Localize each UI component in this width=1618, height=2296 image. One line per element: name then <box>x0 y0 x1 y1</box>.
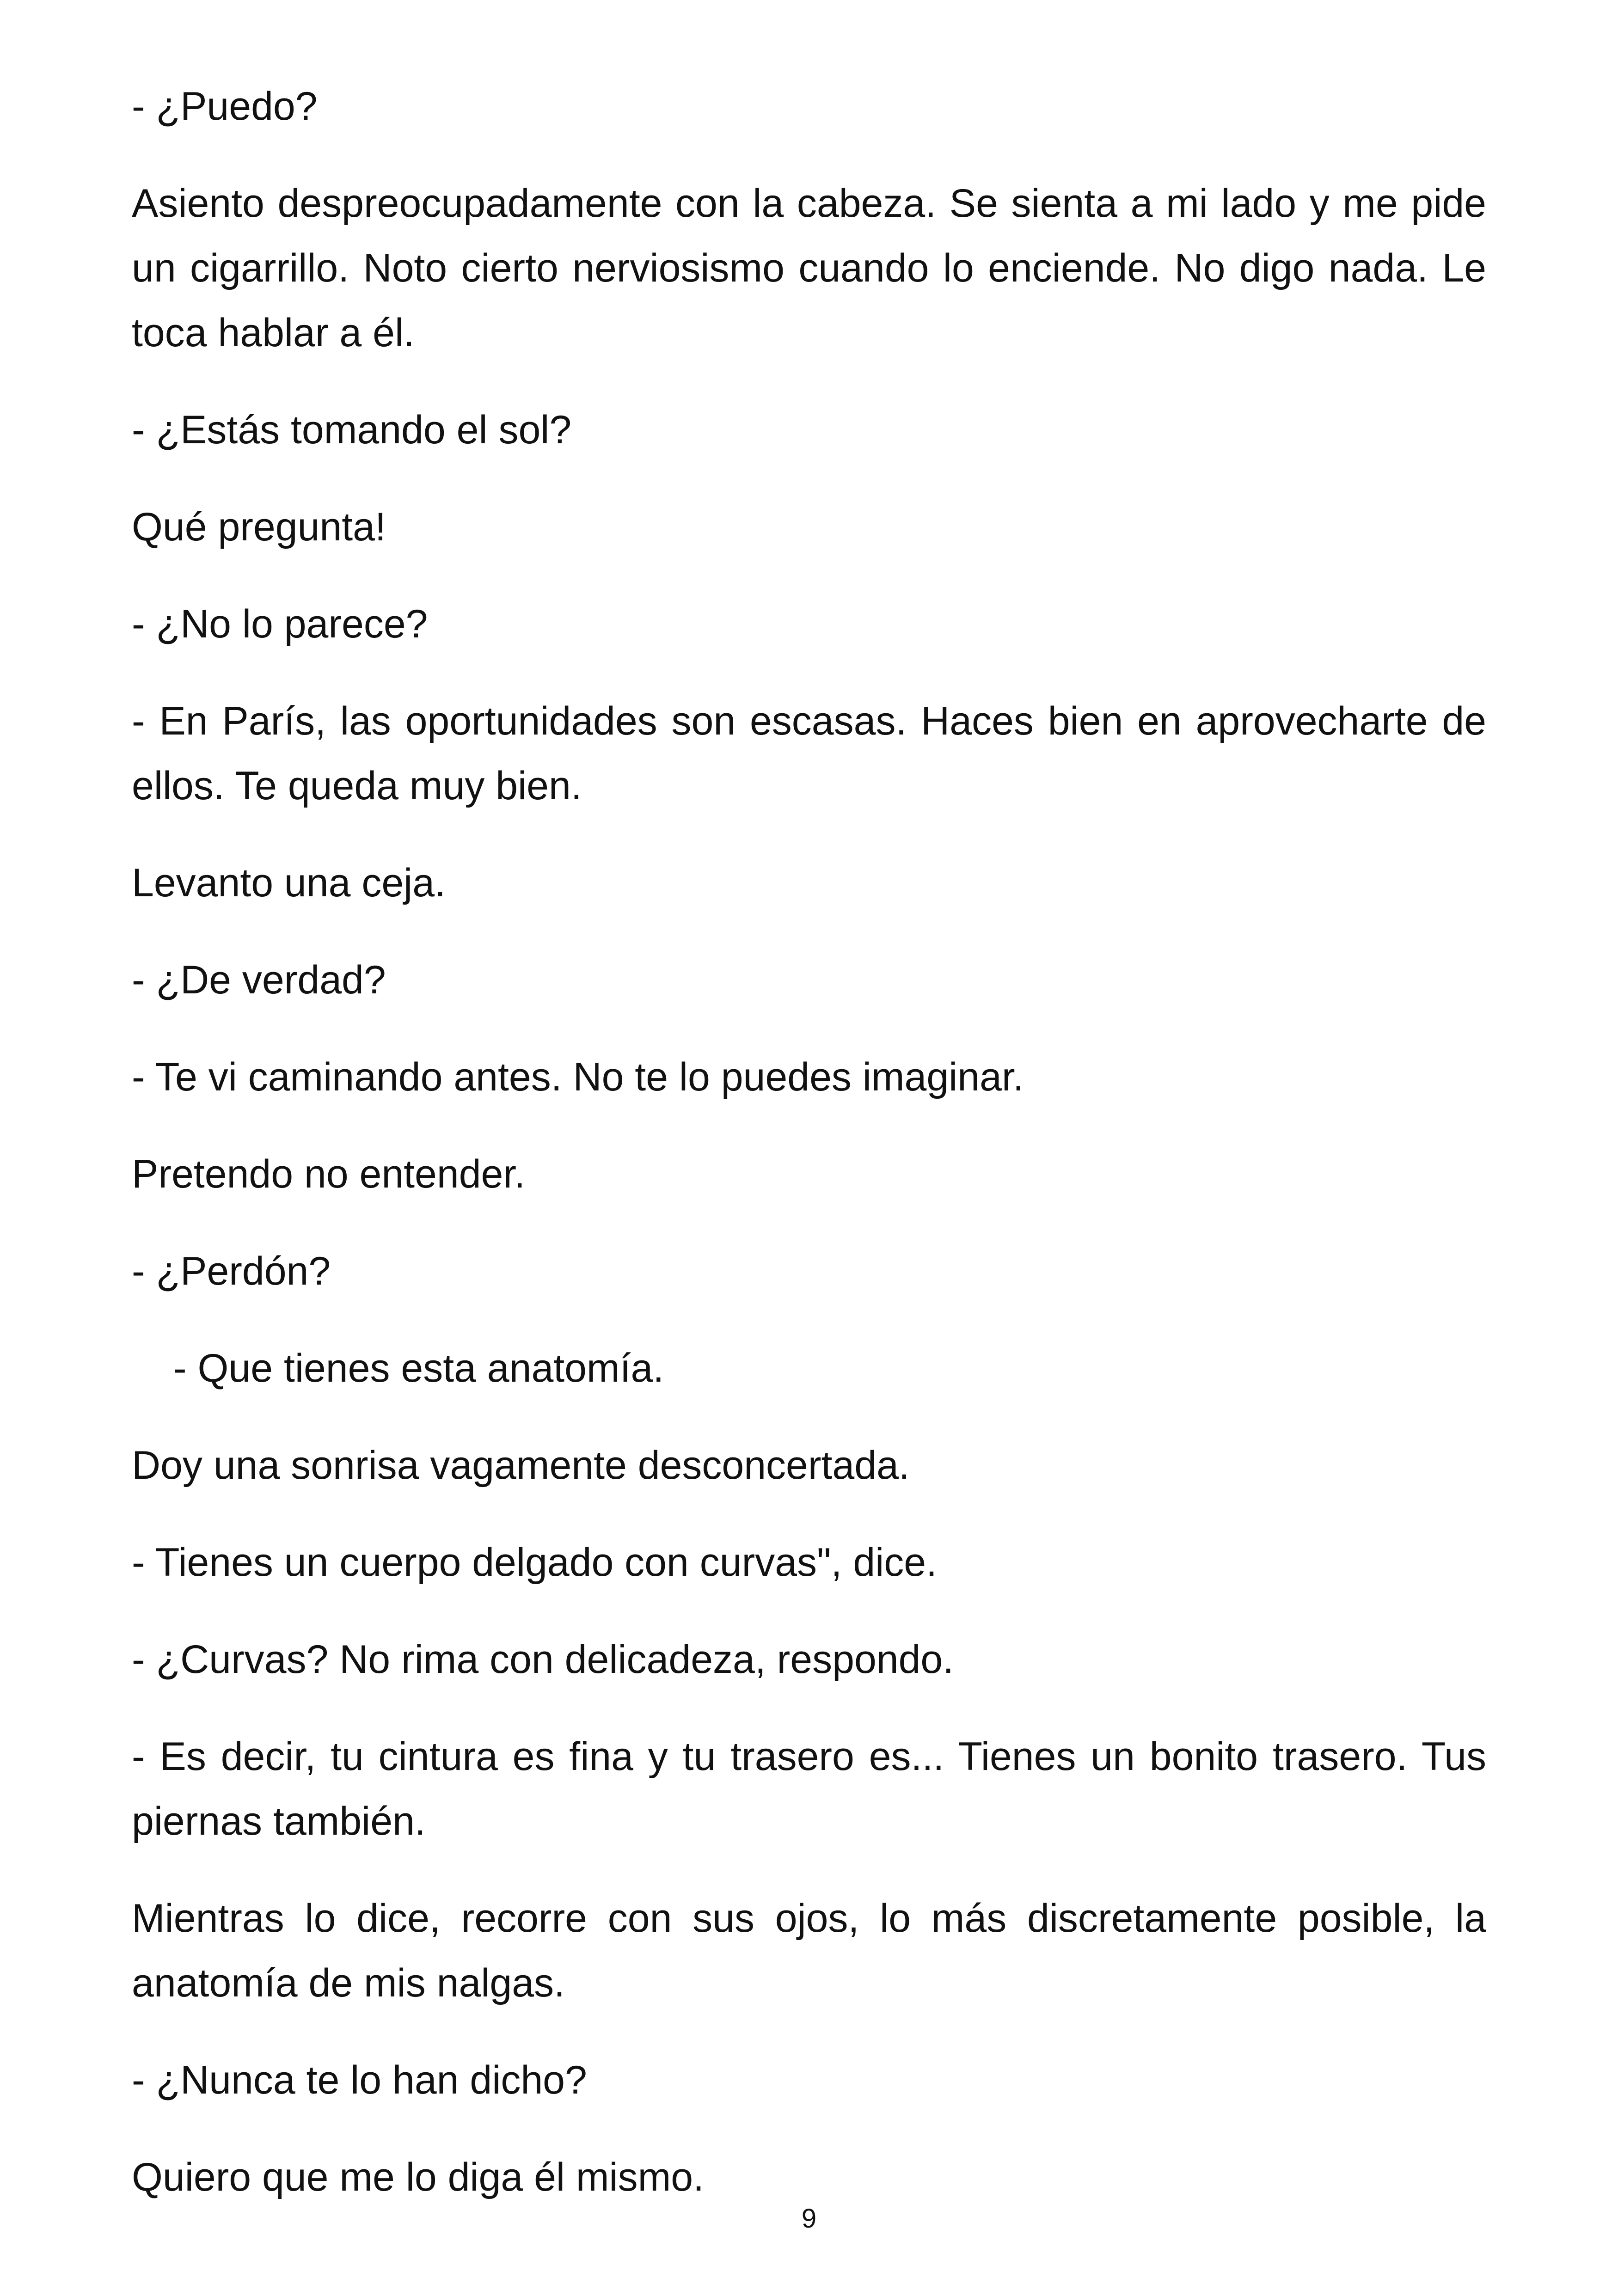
page-body <box>132 74 1486 2242</box>
paragraph: Mientras lo dice, recorre con sus ojos, lo más discretamente posible, la anatomía de mis nalgas. <box>132 1896 1486 2005</box>
paragraph: - Tienes un cuerpo delgado con curvas", dice. <box>132 1540 938 1585</box>
paragraph: Pretendo no entender. <box>132 1152 526 1196</box>
paragraph: - ¿De verdad? <box>132 958 386 1002</box>
paragraph: - ¿Curvas? No rima con delicadeza, respondo. <box>132 1637 954 1682</box>
paragraph: - ¿Puedo? <box>132 84 318 129</box>
paragraph: Asiento despreocupadamente con la cabeza. Se sienta a mi lado y me pide un cigarrillo. Noto cierto nerviosismo cuando lo enciende. No digo nada. Le toca hablar a él. <box>132 181 1486 355</box>
paragraph: - ¿Nunca te lo han dicho? <box>132 2058 587 2102</box>
paragraph: - ¿Estás tomando el sol? <box>132 408 572 452</box>
paragraph: Doy una sonrisa vagamente desconcertada. <box>132 1443 910 1488</box>
paragraph: - Te vi caminando antes. No te lo puedes imaginar. <box>132 1055 1024 1099</box>
paragraph: Quiero que me lo diga él mismo. <box>132 2155 705 2199</box>
paragraph: - En París, las oportunidades son escasas. Haces bien en aprovecharte de ellos. Te queda muy bien. <box>132 699 1486 808</box>
paragraph: - Es decir, tu cintura es fina y tu trasero es... Tienes un bonito trasero. Tus piernas también. <box>132 1734 1486 1843</box>
paragraph: - ¿No lo parece? <box>132 602 428 646</box>
paragraph: - ¿Perdón? <box>132 1249 331 1293</box>
paragraph: Qué pregunta! <box>132 505 386 549</box>
paragraph: - Que tienes esta anatomía. <box>173 1346 664 1390</box>
paragraph: Levanto una ceja. <box>132 861 446 905</box>
page-number: 9 <box>801 2204 817 2234</box>
